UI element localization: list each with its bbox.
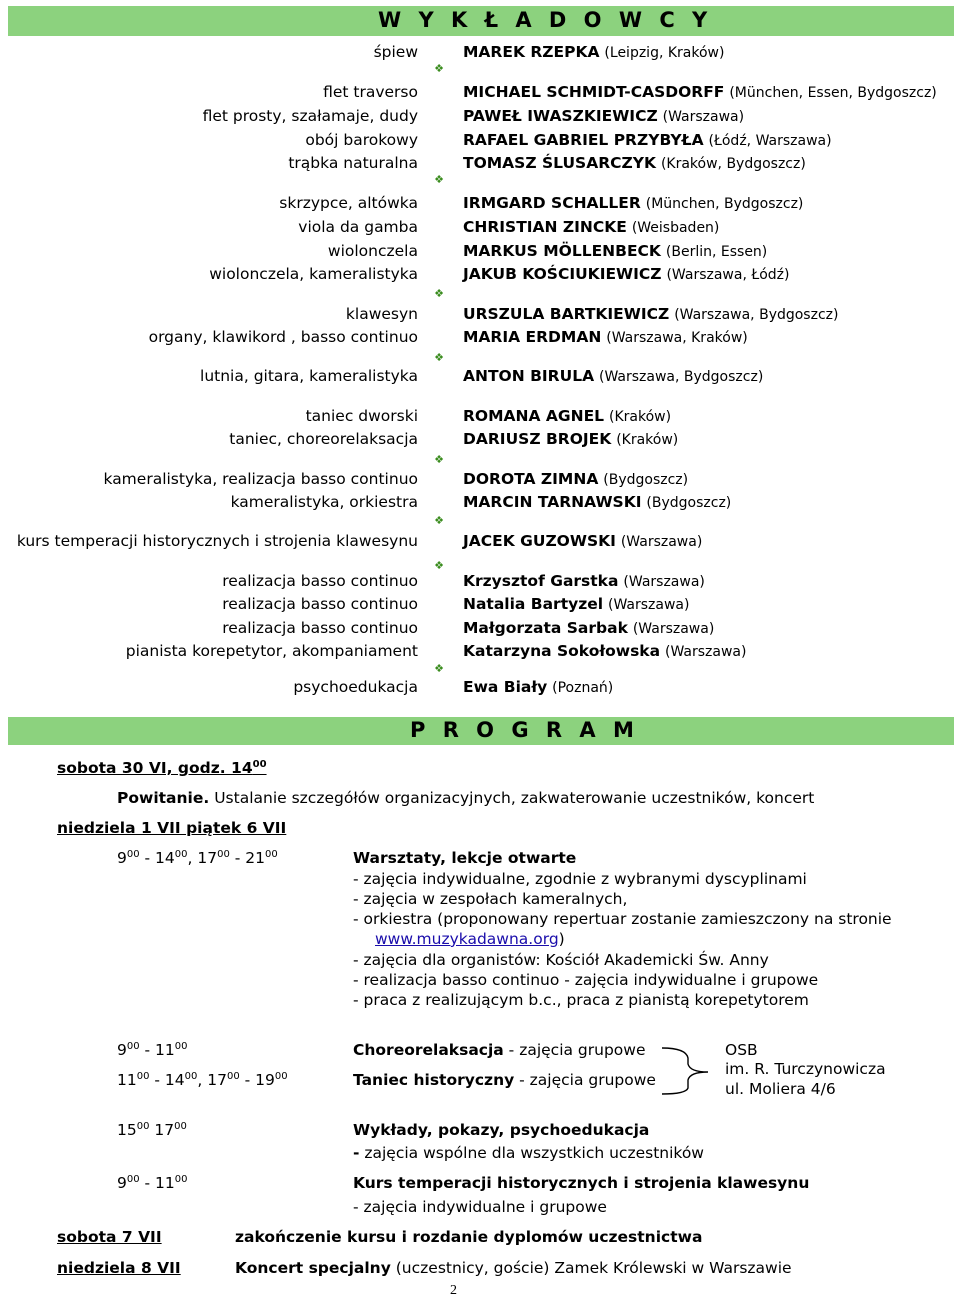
lecturer-name: ROMANA AGNEL (463, 407, 605, 425)
venue-brace-icon (660, 1044, 716, 1096)
lecturer-subject: śpiew (373, 43, 418, 61)
lecturer-city: (Poznań) (552, 680, 614, 696)
lecturer-row (0, 490, 960, 514)
lecturer-name: MARIA ERDMAN (463, 328, 602, 346)
lecturer-info (463, 80, 937, 105)
lecturer-subject: wiolonczela, kameralistyka (209, 265, 418, 283)
lecturer-info (463, 569, 705, 594)
lecturer-subject: realizacja basso continuo (222, 619, 418, 637)
lecturer-city: (Weisbaden) (631, 220, 720, 236)
venue-line: ul. Moliera 4/6 (725, 1080, 836, 1098)
lecturer-info (463, 529, 702, 554)
welcome-line: Powitanie. Ustalanie szczegółów organizacyjnych, zakwaterowanie uczestników, koncert (117, 789, 815, 807)
lecturer-city: (Warszawa) (620, 534, 703, 550)
diamond-bullet-icon: ❖ (434, 351, 444, 364)
website-link[interactable]: www.muzykadawna.org (375, 930, 559, 948)
lecturer-subject: obój barokowy (305, 131, 418, 149)
diamond-bullet-icon: ❖ (434, 559, 444, 572)
website-link-line: www.muzykadawna.org) (375, 930, 565, 948)
page-number: 2 (450, 1283, 457, 1298)
course-line: - zajęcia indywidualne i grupowe (353, 1198, 607, 1216)
lecturers-title: W Y K Ł A D O W C Y (378, 8, 713, 32)
lecturer-name: MICHAEL SCHMIDT-CASDORFF (463, 83, 725, 101)
lecturer-row (0, 467, 960, 491)
sunday-label: niedziela 8 VII (57, 1259, 181, 1277)
lecturer-city: (Berlin, Essen) (665, 244, 768, 260)
lecturer-subject: trąbka naturalna (288, 154, 418, 172)
lecturer-name: RAFAEL GABRIEL PRZYBYŁA (463, 131, 704, 149)
lecturer-name: MAREK RZEPKA (463, 43, 600, 61)
lecturer-subject: flet traverso (323, 83, 418, 101)
lecturer-subject: kameralistyka, realizacja basso continuo (103, 470, 418, 488)
diamond-bullet-icon: ❖ (434, 62, 444, 75)
venue-line: OSB (725, 1041, 758, 1059)
lecturer-row (0, 616, 960, 640)
lecturer-name: ANTON BIRULA (463, 367, 595, 385)
lecturer-row (0, 592, 960, 616)
lecturer-subject: organy, klawikord , basso continuo (148, 328, 418, 346)
lecturer-row (0, 128, 960, 152)
saturday-label: sobota 7 VII (57, 1228, 162, 1246)
lecturer-info (463, 639, 746, 664)
lecturer-city: (Warszawa) (665, 644, 747, 660)
lecturer-name: MARKUS MÖLLENBECK (463, 242, 661, 260)
lecturer-subject: lutnia, gitara, kameralistyka (200, 367, 418, 385)
lecturer-name: CHRISTIAN ZINCKE (463, 218, 627, 236)
lecturer-name: IRMGARD SCHALLER (463, 194, 641, 212)
lecturer-info (463, 104, 744, 129)
time-slot-workshops: $9^{00} - 14^{00}$, $17^{00} - 21^{00}$ (117, 849, 278, 867)
lecturer-city: (Warszawa) (662, 109, 745, 125)
lecturer-name: JAKUB KOŚCIUKIEWICZ (463, 265, 662, 283)
dance-line: Taniec historyczny - zajęcia grupowe (353, 1071, 656, 1089)
lecturer-info (463, 191, 803, 216)
lecturer-city: (Łódź, Warszawa) (708, 133, 832, 149)
lecturer-subject: viola da gamba (298, 218, 418, 236)
lecturer-city: (Bydgoszcz) (646, 495, 732, 511)
lecturer-subject: flet prosty, szałamaje, dudy (202, 107, 418, 125)
lecturer-info (463, 427, 678, 452)
lecturer-city: (Kraków) (616, 432, 679, 448)
lecturer-subject: pianista korepetytor, akompaniament (125, 642, 418, 660)
choreo-line: Choreorelaksacja - zajęcia grupowe (353, 1041, 646, 1059)
workshops-title: Warsztaty, lekcje otwarte (353, 849, 577, 867)
lecturer-name: TOMASZ ŚLUSARCZYK (463, 154, 656, 172)
time-slot-dance: $11^{00} - 14^{00}$, $17^{00} - 19^{00}$ (117, 1071, 288, 1089)
lecturer-subject: realizacja basso continuo (222, 572, 418, 590)
lecturer-info (463, 302, 838, 327)
day1-label: sobota 30 VI, godz. $14^{00}$ (57, 759, 267, 777)
diamond-bullet-icon: ❖ (434, 287, 444, 300)
lecturer-info (463, 404, 671, 429)
time-slot-course: $9^{00} - 11^{00}$ (117, 1174, 188, 1192)
sunday-line: Koncert specjalny (uczestnicy, goście) Zamek Królewski w Warszawie (235, 1259, 792, 1277)
diamond-bullet-icon: ❖ (434, 453, 444, 466)
lecturer-name: URSZULA BARTKIEWICZ (463, 305, 670, 323)
lecturer-row (0, 215, 960, 239)
lecturer-info (463, 592, 689, 617)
lecturer-city: (München, Essen, Bydgoszcz) (729, 85, 937, 101)
lecturer-info (463, 364, 763, 389)
lecturer-info (463, 215, 719, 240)
lecturer-city: (Warszawa) (632, 621, 715, 637)
lecturer-city: (Kraków) (609, 409, 672, 425)
lecturer-info (463, 151, 806, 176)
lecturer-info (463, 128, 832, 153)
lecturer-info (463, 239, 767, 264)
lecturer-row (0, 239, 960, 263)
lecturer-city: (Warszawa, Bydgoszcz) (599, 369, 764, 385)
lecturer-name: DOROTA ZIMNA (463, 470, 599, 488)
lectures-line: - zajęcia wspólne dla wszystkich uczestników (353, 1144, 704, 1162)
workshops-item: - praca z realizującym b.c., praca z pianistą korepetytorem (353, 991, 809, 1009)
lecturer-info (463, 40, 724, 65)
lecturer-subject: kurs temperacji historycznych i strojenia klawesynu (16, 532, 418, 550)
lecturer-row (0, 639, 960, 663)
lecturer-name: Katarzyna Sokołowska (463, 642, 661, 660)
lecturer-city: (Warszawa, Bydgoszcz) (674, 307, 839, 323)
course-title: Kurs temperacji historycznych i strojenia klawesynu (353, 1174, 810, 1192)
lecturer-row (0, 262, 960, 286)
lecturer-name: Ewa Biały (463, 678, 548, 696)
lecturer-subject: taniec, choreorelaksacja (229, 430, 418, 448)
workshops-item: - zajęcia indywidualne, zgodnie z wybranymi dyscyplinami (353, 870, 807, 888)
lecturer-subject: psychoedukacja (293, 678, 418, 696)
lecturer-subject: wiolonczela (327, 242, 418, 260)
lecturer-info (463, 262, 790, 287)
lecturer-row (0, 104, 960, 128)
week-label: niedziela 1 VII piątek 6 VII (57, 819, 287, 837)
lecturer-row (0, 302, 960, 326)
lecturer-name: MARCIN TARNAWSKI (463, 493, 642, 511)
diamond-bullet-icon: ❖ (434, 514, 444, 527)
workshops-item: - zajęcia dla organistów: Kościół Akademicki Św. Anny (353, 951, 769, 969)
lecturer-row (0, 569, 960, 593)
workshops-item: - zajęcia w zespołach kameralnych, (353, 890, 628, 908)
lecturer-info (463, 616, 714, 641)
workshops-item: - orkiestra (proponowany repertuar zostanie zamieszczony na stronie (353, 910, 892, 928)
lecturer-row (0, 80, 960, 104)
lecturer-name: PAWEŁ IWASZKIEWICZ (463, 107, 658, 125)
lecturer-city: (Bydgoszcz) (603, 472, 689, 488)
lecturer-name: Natalia Bartyzel (463, 595, 604, 613)
lecturer-row (0, 675, 960, 699)
lecturer-row (0, 325, 960, 349)
lecturer-city: (Warszawa, Łódź) (666, 267, 790, 283)
lecturer-row (0, 427, 960, 451)
diamond-bullet-icon: ❖ (434, 173, 444, 186)
lectures-title: Wykłady, pokazy, psychoedukacja (353, 1121, 650, 1139)
lecturer-city: (München, Bydgoszcz) (645, 196, 804, 212)
lecturer-info (463, 675, 613, 700)
lecturer-city: (Warszawa, Kraków) (606, 330, 748, 346)
lecturer-subject: skrzypce, altówka (279, 194, 418, 212)
workshops-item: - realizacja basso continuo - zajęcia indywidualne i grupowe (353, 971, 819, 989)
lecturer-subject: realizacja basso continuo (222, 595, 418, 613)
lecturer-row (0, 364, 960, 388)
lecturer-row (0, 40, 960, 64)
lecturer-row (0, 529, 960, 553)
lecturer-info (463, 490, 731, 515)
lecturer-row (0, 191, 960, 215)
lecturer-name: JACEK GUZOWSKI (463, 532, 616, 550)
time-slot-choreo: $9^{00} - 11^{00}$ (117, 1041, 188, 1059)
lecturer-city: (Kraków, Bydgoszcz) (660, 156, 806, 172)
lecturer-city: (Leipzig, Kraków) (604, 45, 725, 61)
lecturer-subject: kameralistyka, orkiestra (230, 493, 418, 511)
lecturer-subject: klawesyn (345, 305, 418, 323)
saturday-text: zakończenie kursu i rozdanie dyplomów uczestnictwa (235, 1228, 703, 1246)
venue-line: im. R. Turczynowicza (725, 1060, 886, 1078)
lecturer-row (0, 151, 960, 175)
lecturer-subject: taniec dworski (305, 407, 418, 425)
time-slot-lectures: $15^{00}$ $17^{00}$ (117, 1121, 187, 1139)
lecturer-name: Małgorzata Sarbak (463, 619, 628, 637)
lecturer-name: Krzysztof Garstka (463, 572, 619, 590)
lecturer-city: (Warszawa) (608, 597, 690, 613)
lecturer-city: (Warszawa) (623, 574, 705, 590)
lecturer-info (463, 325, 748, 350)
lecturer-info (463, 467, 688, 492)
lecturer-row (0, 404, 960, 428)
lecturer-name: DARIUSZ BROJEK (463, 430, 612, 448)
program-title: P R O G R A M (410, 718, 639, 742)
diamond-bullet-icon: ❖ (434, 662, 444, 675)
